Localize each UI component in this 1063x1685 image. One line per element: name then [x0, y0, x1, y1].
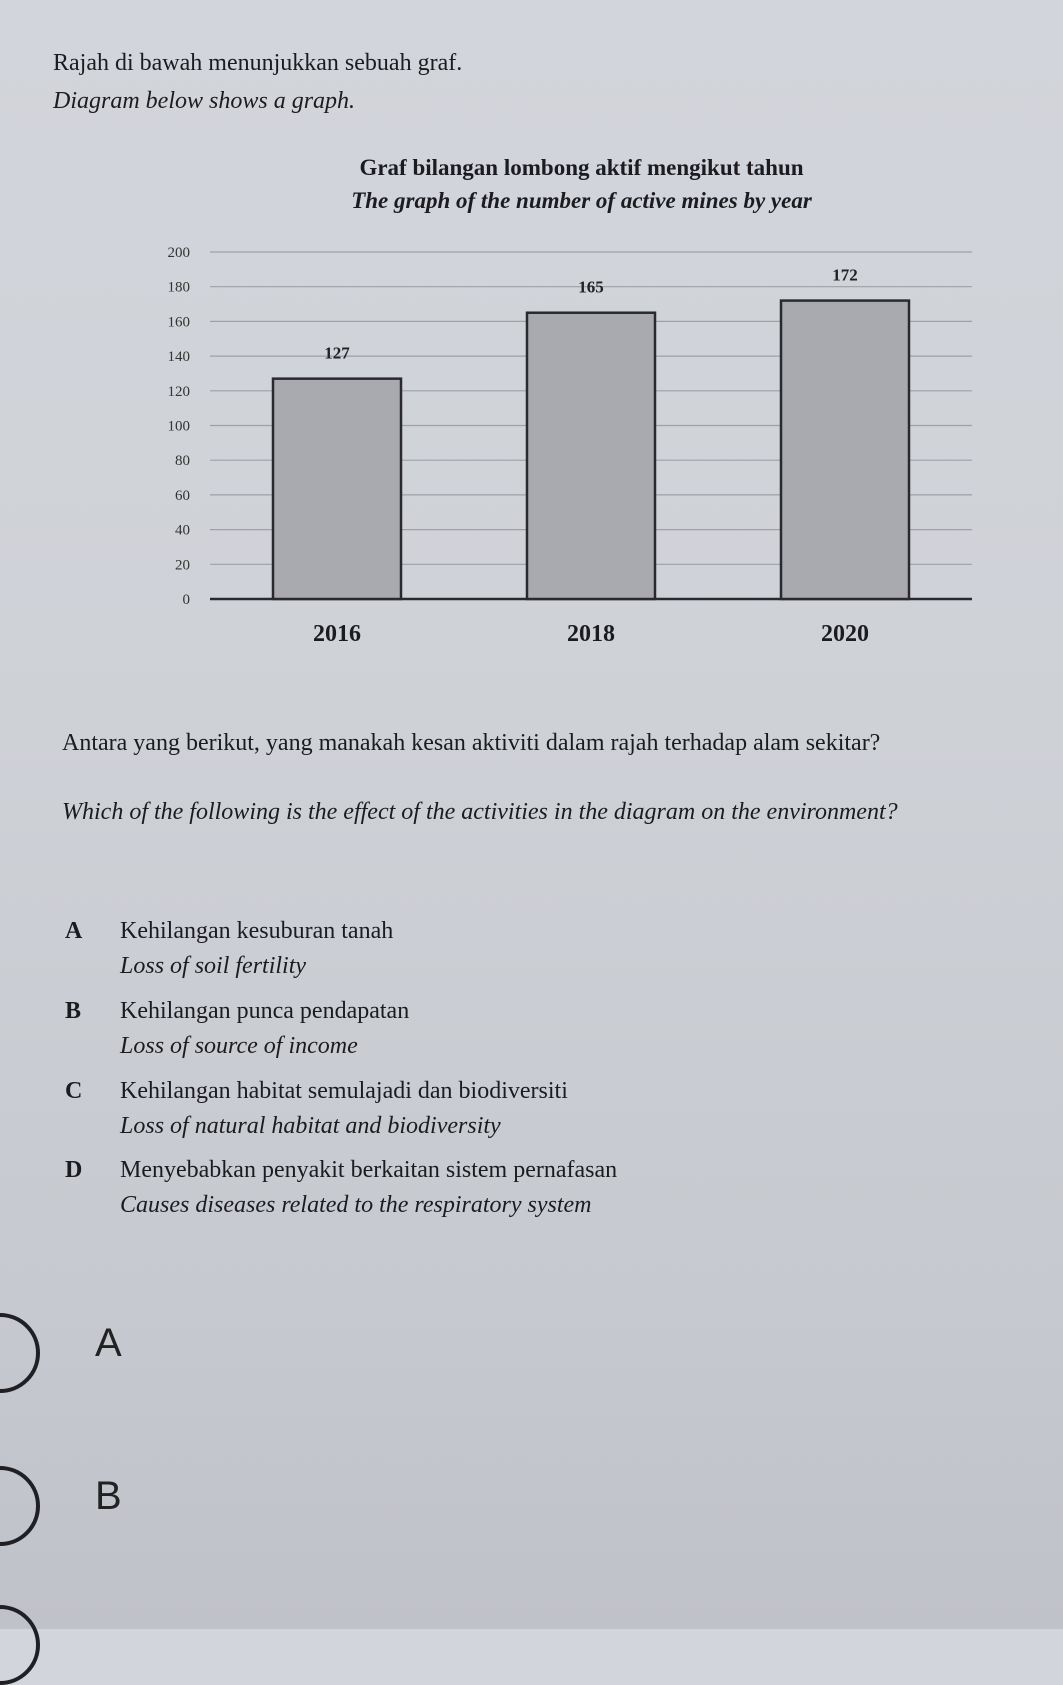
option-text-english: Loss of soil fertility — [120, 953, 307, 979]
chart-subtitle: The graph of the number of active mines by year — [351, 188, 812, 213]
x-tick-label: 2018 — [567, 621, 615, 647]
y-tick-label: 0 — [182, 592, 190, 608]
y-tick-label: 120 — [167, 383, 190, 400]
x-tick-label: 2016 — [313, 621, 361, 647]
question-malay: Antara yang berikut, yang manakah kesan aktiviti dalam rajah terhadap alam sekitar? — [62, 730, 881, 756]
option-text-english: Loss of natural habitat and biodiversity — [120, 1113, 501, 1139]
bar-2020 — [781, 301, 909, 599]
y-tick-label: 20 — [175, 557, 190, 574]
y-tick-label: 100 — [167, 418, 190, 435]
y-tick-label: 180 — [167, 279, 190, 296]
radio-button-icon[interactable] — [0, 1313, 40, 1393]
option-text-malay: Kehilangan punca pendapatan — [120, 998, 410, 1024]
intro-malay: Rajah di bawah menunjukkan sebuah graf. — [53, 50, 463, 76]
x-tick-label: 2020 — [821, 621, 869, 647]
intro-english: Diagram below shows a graph. — [53, 88, 356, 114]
radio-button-icon[interactable] — [0, 1605, 40, 1685]
option-text-malay: Kehilangan habitat semulajadi dan biodiversiti — [120, 1078, 568, 1104]
answer-choice-b[interactable] — [0, 1466, 300, 1536]
option-letter: B — [65, 998, 82, 1024]
answer-label: A — [95, 1321, 122, 1365]
answer-label: B — [95, 1474, 122, 1518]
data-label: 127 — [324, 343, 350, 363]
y-tick-label: 140 — [167, 349, 190, 366]
bar-2016 — [273, 379, 401, 599]
y-tick-label: 60 — [175, 487, 190, 504]
option-text-english: Loss of source of income — [120, 1033, 358, 1059]
option-letter: C — [65, 1078, 83, 1104]
answer-choice-a[interactable] — [0, 1313, 300, 1383]
question-english: Which of the following is the effect of the activities in the diagram on the environment? — [62, 799, 898, 825]
bar-chart — [140, 232, 990, 652]
y-tick-label: 160 — [167, 314, 190, 331]
data-label: 172 — [832, 265, 858, 285]
y-tick-label: 40 — [175, 522, 190, 539]
bar-2018 — [527, 313, 655, 599]
chart-title: Graf bilangan lombong aktif mengikut tahun — [359, 155, 804, 180]
radio-button-icon[interactable] — [0, 1466, 40, 1546]
data-label: 165 — [578, 277, 604, 297]
option-letter: D — [65, 1157, 83, 1183]
y-tick-label: 200 — [167, 245, 190, 261]
y-tick-label: 80 — [175, 453, 190, 470]
option-text-english: Causes diseases related to the respiratory system — [120, 1192, 592, 1218]
option-letter: A — [65, 918, 83, 944]
option-text-malay: Kehilangan kesuburan tanah — [120, 918, 394, 944]
option-text-malay: Menyebabkan penyakit berkaitan sistem pernafasan — [120, 1157, 618, 1183]
